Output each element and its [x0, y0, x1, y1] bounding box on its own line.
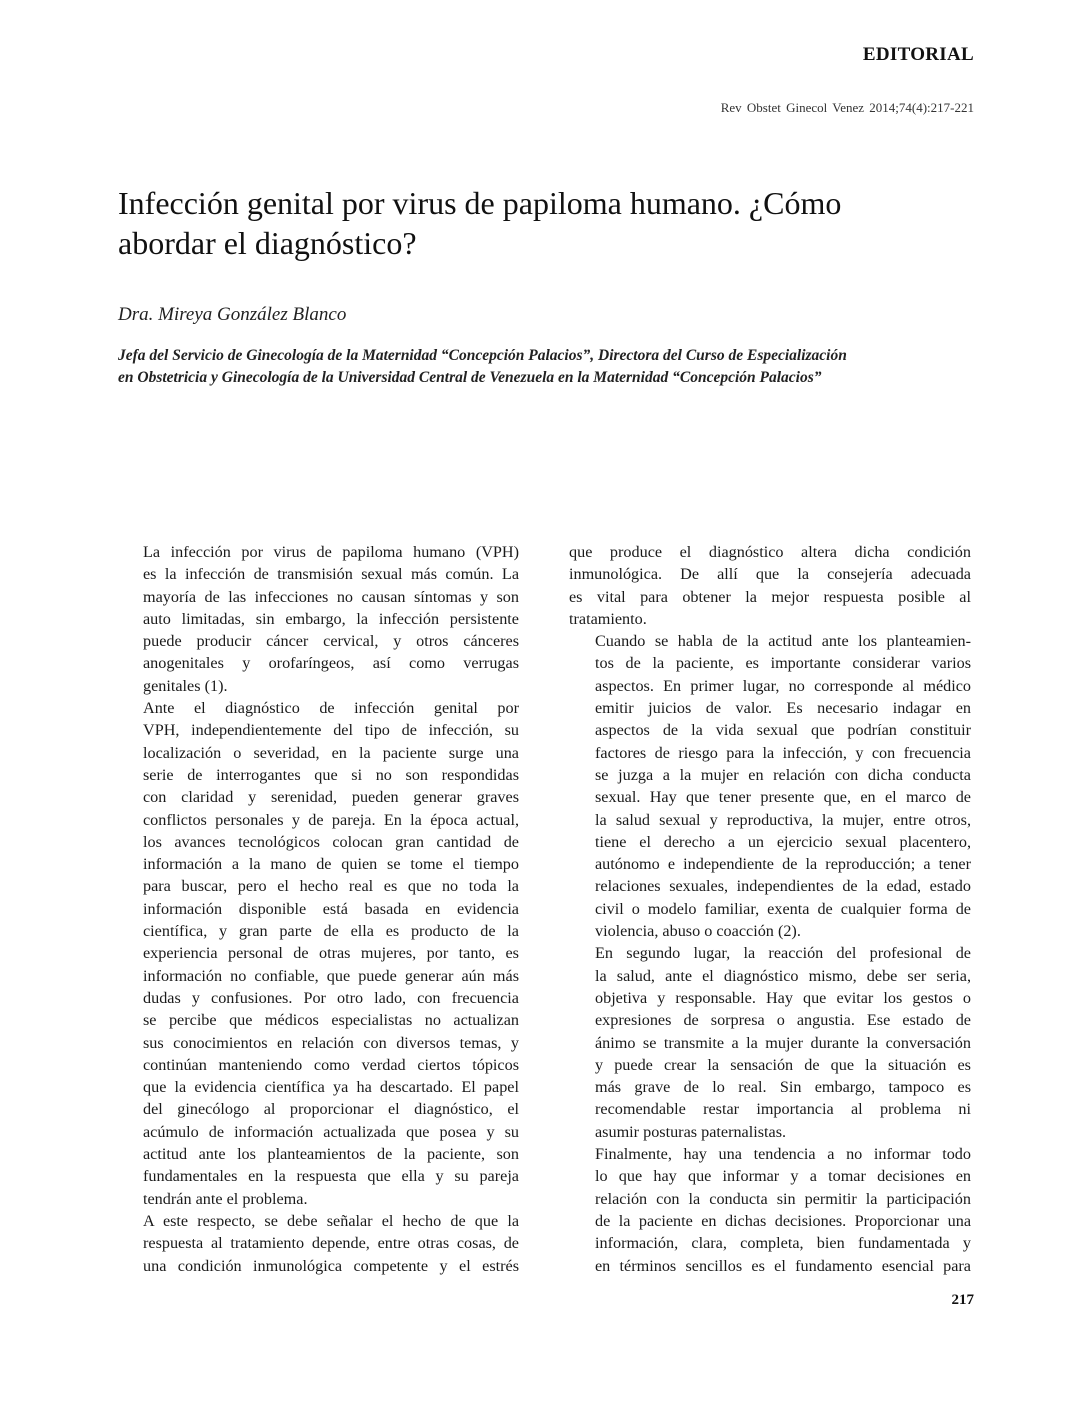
paragraph: [117, 541, 519, 697]
text-line: relación con la conducta sin permitir la participación: [595, 1189, 971, 1208]
text-line: en términos sencillos es el fundamento esencial para: [595, 1256, 971, 1275]
text-line: recomendable restar importancia al problema ni: [595, 1100, 971, 1119]
text-line: los avances tecnológicos colocan gran cantidad de: [143, 832, 519, 851]
text-line: la salud, ante el diagnóstico mismo, debe ser seria,: [595, 966, 971, 985]
text-line: que produce el diagnóstico altera dicha condición: [569, 543, 971, 561]
paragraph: [569, 541, 971, 630]
text-line: información disponible está basada en evidencia: [143, 899, 519, 918]
body-column-right: [569, 541, 971, 1277]
text-line: serie de interrogantes que si no son respondidas: [143, 765, 519, 784]
text-line: de la paciente en dichas decisiones. Proporcionar una: [595, 1211, 971, 1230]
text-line: tendrán ante el problema.: [143, 1189, 308, 1208]
text-line: con claridad y serenidad, pueden generar graves: [143, 788, 519, 807]
text-line: mayoría de las infecciones no causan síntomas y son: [143, 587, 519, 606]
text-line: acúmulo de información actualizada que posea y su: [143, 1122, 519, 1141]
text-line: La infección por virus de papiloma humano (VPH): [143, 543, 519, 561]
text-line: Finalmente, hay una tendencia a no informar todo: [595, 1145, 971, 1164]
page-number: 217: [951, 1292, 974, 1308]
text-line: anogenitales y orofaríngeos, así como verrugas: [143, 654, 519, 673]
text-line: Ante el diagnóstico de infección genital por: [143, 699, 519, 718]
text-line: fundamentales en la respuesta que ella y su pareja: [143, 1167, 519, 1186]
text-line: sexual. Hay que tener presente que, en el marco de: [595, 788, 971, 807]
title-line: abordar el diagnóstico?: [118, 225, 417, 261]
text-line: tos de la paciente, es importante considerar varios: [595, 654, 971, 673]
text-line: información a la mano de quien se tome el tiempo: [143, 855, 519, 874]
body-column-left: [117, 541, 519, 1277]
text-line: se juzga a la mujer en relación con dicha conducta: [595, 765, 971, 784]
text-line: violencia, abuso o coacción (2).: [595, 922, 801, 941]
text-line: más grave de lo real. Sin embargo, tampoco es: [595, 1078, 971, 1097]
paragraph: [117, 697, 519, 1210]
text-line: conflictos personales y de pareja. En la época actual,: [143, 810, 519, 829]
title-line: Infección genital por virus de papiloma humano. ¿Cómo: [118, 185, 842, 221]
text-line: información, clara, completa, bien fundamentada y: [595, 1234, 971, 1253]
text-line: es vital para obtener la mejor respuesta posible al: [569, 587, 971, 606]
text-line: respuesta al tratamiento depende, entre otras cosas, de: [143, 1234, 519, 1253]
text-line: para buscar, pero el hecho real es que no toda la: [143, 877, 519, 896]
text-line: del ginecólogo al proporcionar el diagnóstico, el: [143, 1100, 519, 1119]
text-line: es la infección de transmisión sexual más común. La: [143, 565, 519, 584]
text-line: autónomo e independiente de la reproducción; a tener: [595, 855, 971, 874]
text-line: ánimo se transmite a la mujer durante la conversación: [595, 1033, 971, 1052]
paragraph: [569, 630, 971, 942]
journal-citation: Rev Obstet Ginecol Venez 2014;74(4):217-221: [720, 100, 974, 115]
paragraph: [117, 1210, 519, 1277]
text-line: Cuando se habla de la actitud ante los planteamien-: [595, 632, 971, 651]
text-line: En segundo lugar, la reacción del profesional de: [595, 944, 971, 963]
text-line: una condición inmunológica competente y el estrés: [143, 1256, 519, 1275]
author-name: Dra. Mireya González Blanco: [118, 304, 347, 325]
text-line: aspectos. En primer lugar, no corresponde al médico: [595, 676, 971, 695]
text-line: científica, y gran parte de ella es producto de la: [143, 922, 519, 941]
paragraph: [569, 942, 971, 1143]
text-line: A este respecto, se debe señalar el hecho de que la: [143, 1211, 519, 1230]
text-line: genitales (1).: [143, 676, 228, 695]
text-line: inmunológica. De allí que la consejería adecuada: [569, 565, 971, 584]
text-line: expresiones de sorpresa o angustia. Ese estado de: [595, 1011, 971, 1030]
text-line: continúan manteniendo como verdad ciertos tópicos: [143, 1055, 519, 1074]
text-line: emitir juicios de valor. Es necesario indagar en: [595, 699, 971, 718]
text-line: lo que hay que informar y a tomar decisiones en: [595, 1167, 971, 1186]
text-line: y puede crear la sensación de que la situación es: [595, 1055, 971, 1074]
text-line: VPH, independientemente del tipo de infección, su: [143, 721, 519, 740]
section-label: EDITORIAL: [862, 44, 974, 65]
text-line: aspectos de la vida sexual que podrían constituir: [595, 721, 971, 740]
paragraph: [569, 1143, 971, 1277]
text-line: puede producir cáncer cervical, y otros cánceres: [143, 632, 519, 651]
text-line: se percibe que médicos especialistas no actualizan: [143, 1011, 519, 1030]
text-line: asumir posturas paternalistas.: [595, 1122, 787, 1141]
affiliation-line: Jefa del Servicio de Ginecología de la Maternidad “Concepción Palacios”, Directora del Curso de Especialización: [118, 347, 847, 364]
text-line: dudas y confusiones. Por otro lado, con frecuencia: [143, 988, 519, 1007]
text-line: sus conocimientos en relación con diversos temas, y: [143, 1033, 519, 1052]
text-line: la salud sexual y reproductiva, la mujer, entre otros,: [595, 810, 971, 829]
text-line: localización o severidad, en la paciente surge una: [143, 743, 519, 762]
text-line: que la evidencia científica ya ha descartado. El papel: [143, 1078, 519, 1097]
text-line: objetiva y responsable. Hay que evitar los gestos o: [595, 988, 971, 1007]
text-line: tiene el derecho a un ejercicio sexual placentero,: [595, 832, 971, 851]
text-line: factores de riesgo para la infección, y con frecuencia: [595, 743, 971, 762]
text-line: experiencia personal de otras mujeres, por tanto, es: [143, 944, 519, 963]
text-line: actitud ante los planteamientos de la paciente, son: [143, 1145, 519, 1164]
text-line: relaciones sexuales, independientes de la edad, estado: [595, 877, 971, 896]
text-line: información no confiable, que puede generar aún más: [143, 966, 519, 985]
author-affiliation: [118, 345, 978, 389]
text-line: auto limitadas, sin embargo, la infección persistente: [143, 609, 519, 628]
text-line: tratamiento.: [569, 609, 647, 628]
affiliation-line: en Obstetricia y Ginecología de la Universidad Central de Venezuela en la Maternidad “Concepción Palacios”: [118, 369, 822, 386]
text-line: civil o modelo familiar, exenta de cualquier forma de: [595, 899, 971, 918]
article-title: [118, 183, 978, 263]
